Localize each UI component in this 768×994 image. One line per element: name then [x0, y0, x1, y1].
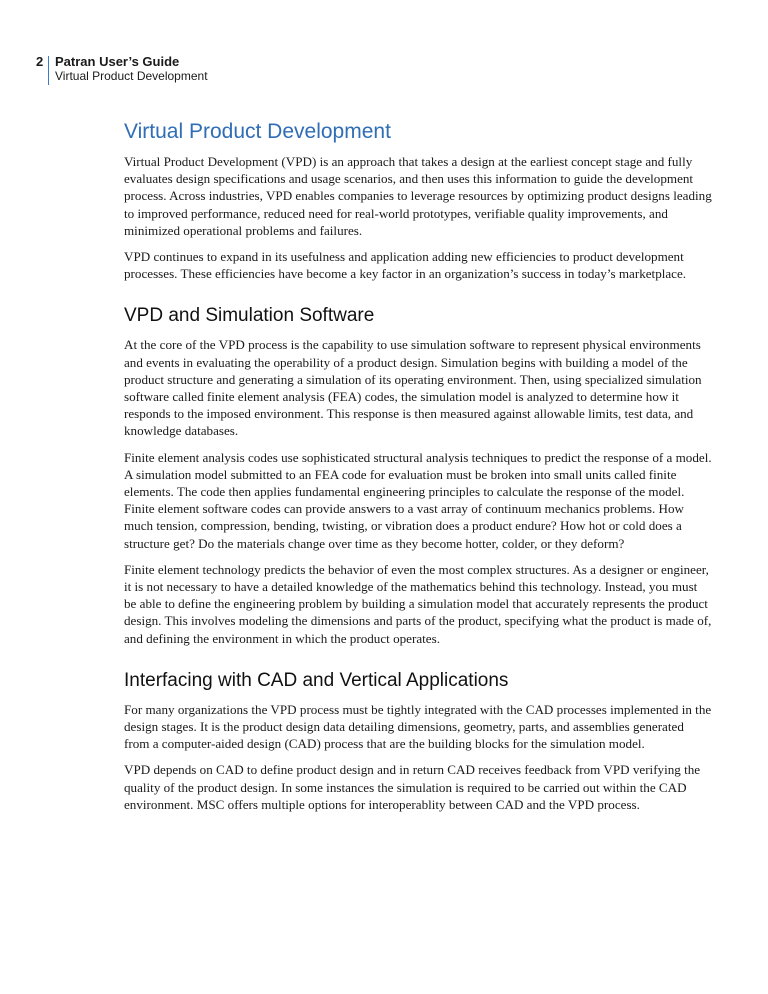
page-number: 2: [36, 54, 44, 69]
paragraph: Finite element analysis codes use sophisticated structural analysis techniques to predict the response of a model. A simulation model submitted to an FEA code for evaluation must be broken into small units called finite elements. The code then applies fundamental engineering principles to calculate the response of the model. Finite element software codes can provide answers to a vast array of continuum mechanics problems. How much tension, compression, bending, twisting, or vibration does a product endure? How hot or cold does a structure get? Do the materials change over time as they become hotter, colder, or they deform?: [124, 449, 712, 551]
paragraph: At the core of the VPD process is the capability to use simulation software to represent physical environments and events in evaluating the operability of a product design. Simulation begins with building a model of the product structure and generating a simulation of its operating environment. Then, using specialized simulation software called finite element analysis (FEA) codes, the simulation model is analyzed to determine how it responds to the imposed environment. This response is then measured against allowable limits, test data, and knowledge databases.: [124, 337, 702, 439]
book-title: Patran User’s Guide: [55, 54, 180, 69]
section-title: Virtual Product Development: [124, 120, 391, 143]
section-heading: VPD and Simulation Software: [124, 305, 375, 327]
page-content: [124, 119, 712, 822]
header-divider: [48, 56, 49, 85]
paragraph: Virtual Product Development (VPD) is an approach that takes a design at the earliest concept stage and fully evaluates design specifications and usage scenarios, and then uses this information to guide the development process. Across industries, VPD enables companies to leverage resources by optimizing product designs leading to improved performance, reduced need for real-world prototypes, verifiable quality improvements, and minimized operational problems and failures.: [124, 154, 712, 238]
section-virtual-product-development: [124, 119, 712, 282]
chapter-name: Virtual Product Development: [55, 69, 208, 83]
paragraph: For many organizations the VPD process must be tightly integrated with the CAD processes implemented in the design stages. It is the product design data detailing dimensions, geometry, parts, and assemblies generated from a computer-aided design (CAD) process that are the building blocks for the simulation model.: [124, 701, 712, 752]
section-vpd-and-simulation-software: [124, 304, 712, 646]
section-heading: Interfacing with CAD and Vertical Applications: [124, 669, 509, 691]
paragraph: VPD depends on CAD to define product design and in return CAD receives feedback from VPD verifying the quality of the product design. In some instances the simulation is required to be carried out within the CAD environment. MSC offers multiple options for interoperablity between CAD and the VPD process.: [124, 762, 701, 812]
paragraph: VPD continues to expand in its usefulness and application adding new efficiencies to product development processes. These efficiencies have become a key factor in an organization’s success in today’s marketplace.: [124, 249, 687, 282]
paragraph: Finite element technology predicts the behavior of even the most complex structures. As a designer or engineer, it is not necessary to have a detailed knowledge of the mathematics behind this technology. Instead, you must be able to define the engineering problem by building a simulation model that accurately represents the product design. This involves modeling the dimensions and parts of the product, specifying what the product is made of, and defining the environment in which the product operates.: [124, 561, 712, 646]
section-interfacing-with-cad: [124, 669, 712, 813]
